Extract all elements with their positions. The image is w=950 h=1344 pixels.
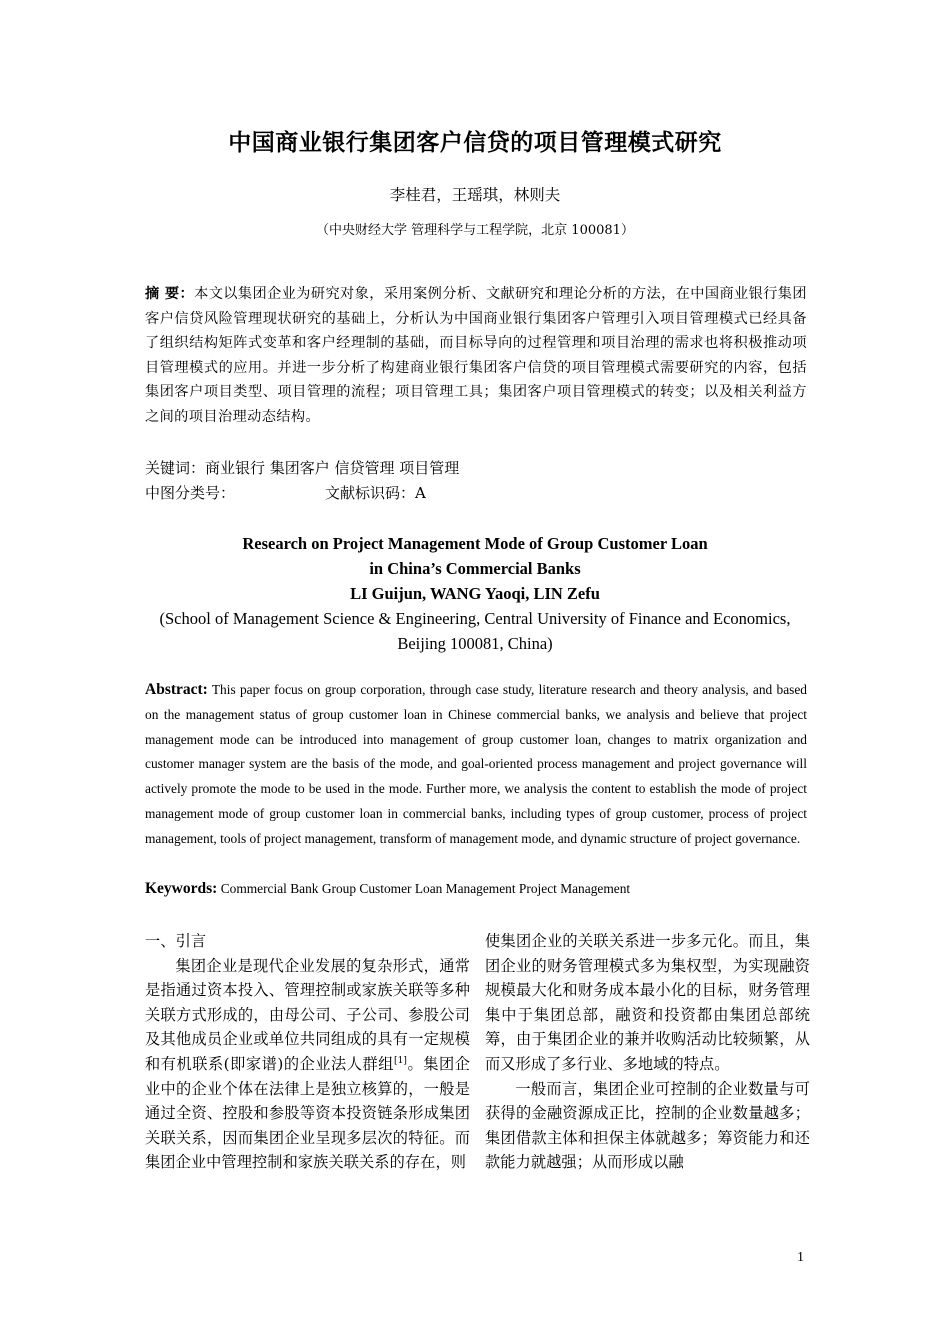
body-paragraph-1 xyxy=(145,954,470,1175)
keywords-en xyxy=(145,877,630,901)
abstract-cn xyxy=(145,282,807,430)
classification-cn xyxy=(145,481,426,505)
english-title-line1: Research on Project Management Mode of Group Customer Loan xyxy=(242,534,708,553)
abstract-cn-label: 摘 要： xyxy=(145,286,195,302)
body-paragraph-1-continued: 使集团企业的关联关系进一步多元化。而且，集团企业的财务管理模式多为集权型，为实现融资规模最大化和财务成本最小化的目标，财务管理集中于集团总部，融资和投资都由集团总部统筹，由于集团企业的兼并收购活动比较频繁，从而又形成了多行业、多地域的特点。 xyxy=(485,932,810,1073)
english-authors: LI Guijun, WANG Yaoqi, LIN Zefu xyxy=(350,584,600,603)
abstract-en-text: This paper focus on group corporation, through case study, literature research and theory analysis, and based on the management status of group customer loan in Chinese commercial banks, we analysis and believe that project management mode can be introduced into management of group customer loan, changes to matrix organization and customer manager system are the basis of the mode, and goal-oriented process management and project governance will actively promote the mode to be used in the mode. Further more, we analysis the content to establish the mode of project management mode of group customer loan in commercial banks, including types of group customer, process of project management, tools of project management, transform of management mode, and dynamic structure of project governance. xyxy=(145,682,808,846)
affiliation-cn: （中央财经大学 管理科学与工程学院，北京 100081） xyxy=(316,223,634,238)
page-number: 1 xyxy=(797,1250,804,1265)
body-column-right xyxy=(485,929,810,1175)
keywords-en-text: Commercial Bank Group Customer Loan Management Project Management xyxy=(220,881,631,896)
english-affil-line2: Beijing 100081, China) xyxy=(397,634,553,653)
keywords-en-label: Keywords: xyxy=(145,880,218,897)
abstract-cn-text: 本文以集团企业为研究对象，采用案例分析、文献研究和理论分析的方法，在中国商业银行集团客户信贷风险管理现状研究的基础上，分析认为中国商业银行集团客户管理引入项目管理模式已经具备了组织结构矩阵式变革和客户经理制的基础，而目标导向的过程管理和项目治理的需求也将积极推动项目管理模式的应用。并进一步分析了构建商业银行集团客户信贷的项目管理模式需要研究的内容，包括集团客户项目类型、项目管理的流程；项目管理工具；集团客户项目管理模式的转变；以及相关利益方之间的项目治理动态结构。 xyxy=(145,286,807,425)
doc-code: 文献标识码：A xyxy=(325,484,426,502)
clc-label: 中图分类号： xyxy=(145,484,236,502)
section-heading: 一、引言 xyxy=(145,932,207,950)
abstract-en xyxy=(145,678,807,852)
para1-part-b: 。集团企业中的企业个体在法律上是独立核算的，一般是通过全资、控股和参股等资本投资链条形成集团关联关系，因而集团企业呈现多层次的特征。而集团企业中管理控制和家族关联关系的存在，则 xyxy=(145,1054,470,1172)
body-column-left xyxy=(145,929,470,1175)
para1-part-a: 集团企业是现代企业发展的复杂形式，通常是指通过资本投入、管理控制或家族关联等多种关联方式形成的，由母公司、子公司、参股公司及其他成员企业或单位共同组成的具有一定规模和有机联系(即家谱)的企业法人群组 xyxy=(145,956,470,1073)
authors-cn: 李桂君，王瑶琪，林则夫 xyxy=(389,186,561,204)
english-affil-line1: (School of Management Science & Engineering, Central University of Finance and Economics, xyxy=(159,609,791,628)
keywords-cn: 关键词：商业银行 集团客户 信贷管理 项目管理 xyxy=(145,459,460,477)
paper-title: 中国商业银行集团客户信贷的项目管理模式研究 xyxy=(228,130,722,156)
english-title-line2: in China’s Commercial Banks xyxy=(369,559,581,578)
abstract-en-label: Abstract: xyxy=(145,681,208,698)
citation-ref: [1] xyxy=(393,1055,408,1066)
body-paragraph-2: 一般而言，集团企业可控制的企业数量与可获得的金融资源成正比，控制的企业数量越多；集团借款主体和担保主体就越多；筹资能力和还款能力就越强；从而形成以融 xyxy=(485,1079,810,1172)
english-header xyxy=(0,531,950,656)
